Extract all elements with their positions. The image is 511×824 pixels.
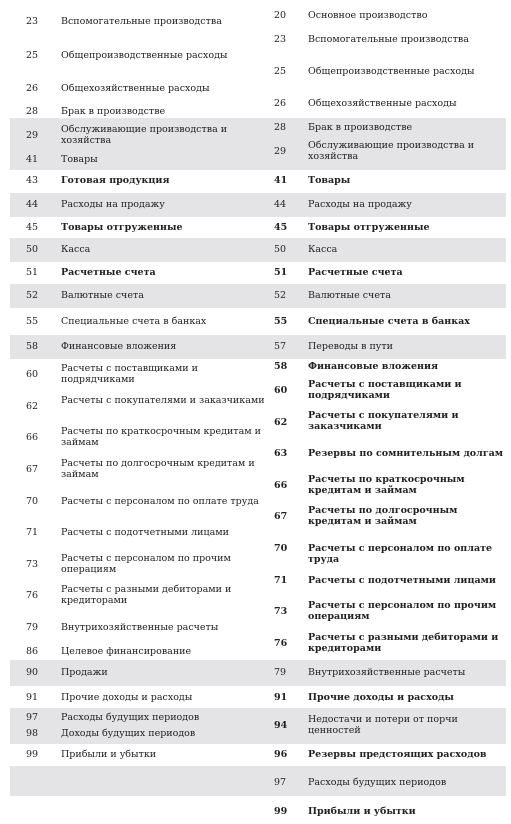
account-code: 26 (274, 98, 287, 109)
account-name: Товары (308, 175, 351, 186)
account-code: 67 (274, 511, 288, 522)
account-code: 73 (26, 559, 39, 570)
account-code: 66 (274, 480, 288, 491)
account-code: 91 (274, 692, 288, 703)
account-code: 71 (26, 527, 39, 538)
account-code: 66 (26, 432, 39, 443)
account-name: Расходы будущих периодов (61, 712, 200, 723)
account-name: Касса (61, 244, 91, 255)
account-code: 55 (26, 316, 39, 327)
account-code: 91 (26, 692, 39, 703)
account-name: Внутрихозяйственные расчеты (308, 667, 466, 678)
account-name: Расчеты с покупателями и заказчиками (308, 410, 459, 432)
account-code: 94 (274, 720, 288, 731)
account-name: Обслуживающие производства и хозяйства (61, 124, 228, 146)
account-code: 43 (26, 175, 39, 186)
account-name: Прибыли и убытки (308, 806, 416, 817)
account-name: Переводы в пути (308, 341, 393, 352)
account-code: 60 (26, 369, 39, 380)
account-code: 51 (274, 267, 288, 278)
account-code: 90 (26, 667, 39, 678)
account-code: 73 (274, 606, 288, 617)
account-name: Валютные счета (61, 290, 144, 301)
account-name: Резервы предстоящих расходов (308, 749, 487, 760)
account-code: 98 (26, 728, 39, 739)
account-code: 62 (26, 401, 39, 412)
account-code: 26 (26, 83, 39, 94)
account-code: 20 (274, 10, 287, 21)
account-code: 25 (26, 50, 39, 61)
account-code: 25 (274, 66, 287, 77)
account-name: Обслуживающие производства и хозяйства (308, 140, 475, 162)
account-code: 44 (274, 199, 287, 210)
account-name: Расходы на продажу (61, 199, 165, 210)
account-name: Товары отгруженные (308, 222, 430, 233)
account-name: Расчеты по долгосрочным кредитам и займам (61, 458, 255, 480)
account-name: Прибыли и убытки (61, 749, 157, 760)
account-code: 28 (274, 122, 287, 133)
account-name: Расчетные счета (61, 267, 156, 278)
account-code: 50 (274, 244, 287, 255)
account-name: Финансовые вложения (308, 361, 439, 372)
account-code: 76 (26, 590, 39, 601)
account-name: Брак в производстве (308, 122, 413, 133)
account-code: 23 (26, 16, 39, 27)
account-name: Общепроизводственные расходы (61, 50, 228, 61)
account-code: 79 (274, 667, 287, 678)
account-code: 60 (274, 385, 288, 396)
account-name: Резервы по сомнительным долгам (308, 448, 504, 459)
account-name: Целевое финансирование (61, 646, 192, 657)
account-code: 86 (26, 646, 39, 657)
account-code: 28 (26, 106, 39, 117)
account-code: 41 (274, 175, 288, 186)
account-name: Расчеты с персоналом по оплате труда (308, 543, 493, 565)
account-code: 58 (274, 361, 288, 372)
account-name: Товары (61, 154, 98, 165)
account-name: Расчетные счета (308, 267, 403, 278)
account-name: Расчеты по долгосрочным кредитам и займам (308, 505, 458, 527)
account-name: Расчеты с подотчетными лицами (61, 527, 229, 538)
account-name: Готовая продукция (61, 175, 170, 186)
account-code: 45 (274, 222, 288, 233)
account-code: 76 (274, 638, 288, 649)
account-code: 41 (26, 154, 39, 165)
account-code: 52 (26, 290, 39, 301)
account-name: Расчеты с персоналом по прочим операциям (61, 553, 231, 575)
account-code: 99 (274, 806, 288, 817)
account-name: Прочие доходы и расходы (308, 692, 454, 703)
account-name: Касса (308, 244, 338, 255)
account-name: Доходы будущих периодов (61, 728, 196, 739)
account-name: Вспомогательные производства (61, 16, 222, 27)
account-name: Общехозяйственные расходы (61, 83, 210, 94)
account-code: 71 (274, 575, 288, 586)
account-code: 29 (274, 146, 287, 157)
account-name: Расчеты с персоналом по прочим операциям (308, 600, 497, 622)
account-name: Расходы будущих периодов (308, 777, 447, 788)
account-name: Специальные счета в банках (61, 316, 207, 327)
account-code: 99 (26, 749, 39, 760)
account-code: 79 (26, 622, 39, 633)
account-code: 57 (274, 341, 287, 352)
account-name: Продажи (61, 667, 108, 678)
account-code: 63 (274, 448, 288, 459)
account-name: Общепроизводственные расходы (308, 66, 475, 77)
account-code: 97 (26, 712, 39, 723)
account-name: Товары отгруженные (61, 222, 183, 233)
account-name: Расчеты с разными дебиторами и кредиторами (308, 632, 499, 654)
account-code: 50 (26, 244, 39, 255)
account-name: Расчеты с персоналом по оплате труда (61, 496, 259, 507)
account-name: Расчеты по краткосрочным кредитам и займам (308, 474, 465, 496)
account-code: 96 (274, 749, 288, 760)
account-name: Брак в производстве (61, 106, 166, 117)
account-code: 45 (26, 222, 39, 233)
account-name: Расчеты по краткосрочным кредитам и займам (61, 426, 261, 448)
account-code: 70 (274, 543, 288, 554)
account-name: Прочие доходы и расходы (61, 692, 193, 703)
account-name: Общехозяйственные расходы (308, 98, 457, 109)
account-code: 70 (26, 496, 39, 507)
account-name: Расчеты с разными дебиторами и кредиторами (61, 584, 232, 606)
account-name: Основное производство (308, 10, 428, 21)
account-code: 58 (26, 341, 39, 352)
account-code: 62 (274, 417, 288, 428)
account-code: 97 (274, 777, 287, 788)
account-code: 52 (274, 290, 287, 301)
account-name: Расчеты с поставщиками и подрядчиками (61, 363, 198, 385)
account-code: 23 (274, 34, 287, 45)
account-name: Расходы на продажу (308, 199, 412, 210)
account-name: Недостачи и потери от порчи ценностей (308, 714, 458, 736)
account-name: Финансовые вложения (61, 341, 177, 352)
account-name: Расчеты с покупателями и заказчиками (61, 395, 265, 406)
account-code: 51 (26, 267, 39, 278)
account-name: Специальные счета в банках (308, 316, 470, 327)
account-name: Расчеты с поставщиками и подрядчиками (308, 379, 462, 401)
account-code: 67 (26, 464, 39, 475)
account-name: Вспомогательные производства (308, 34, 469, 45)
account-name: Внутрихозяйственные расчеты (61, 622, 219, 633)
account-code: 44 (26, 199, 39, 210)
account-code: 29 (26, 130, 39, 141)
account-code: 55 (274, 316, 288, 327)
account-name: Расчеты с подотчетными лицами (308, 575, 496, 586)
account-name: Валютные счета (308, 290, 391, 301)
